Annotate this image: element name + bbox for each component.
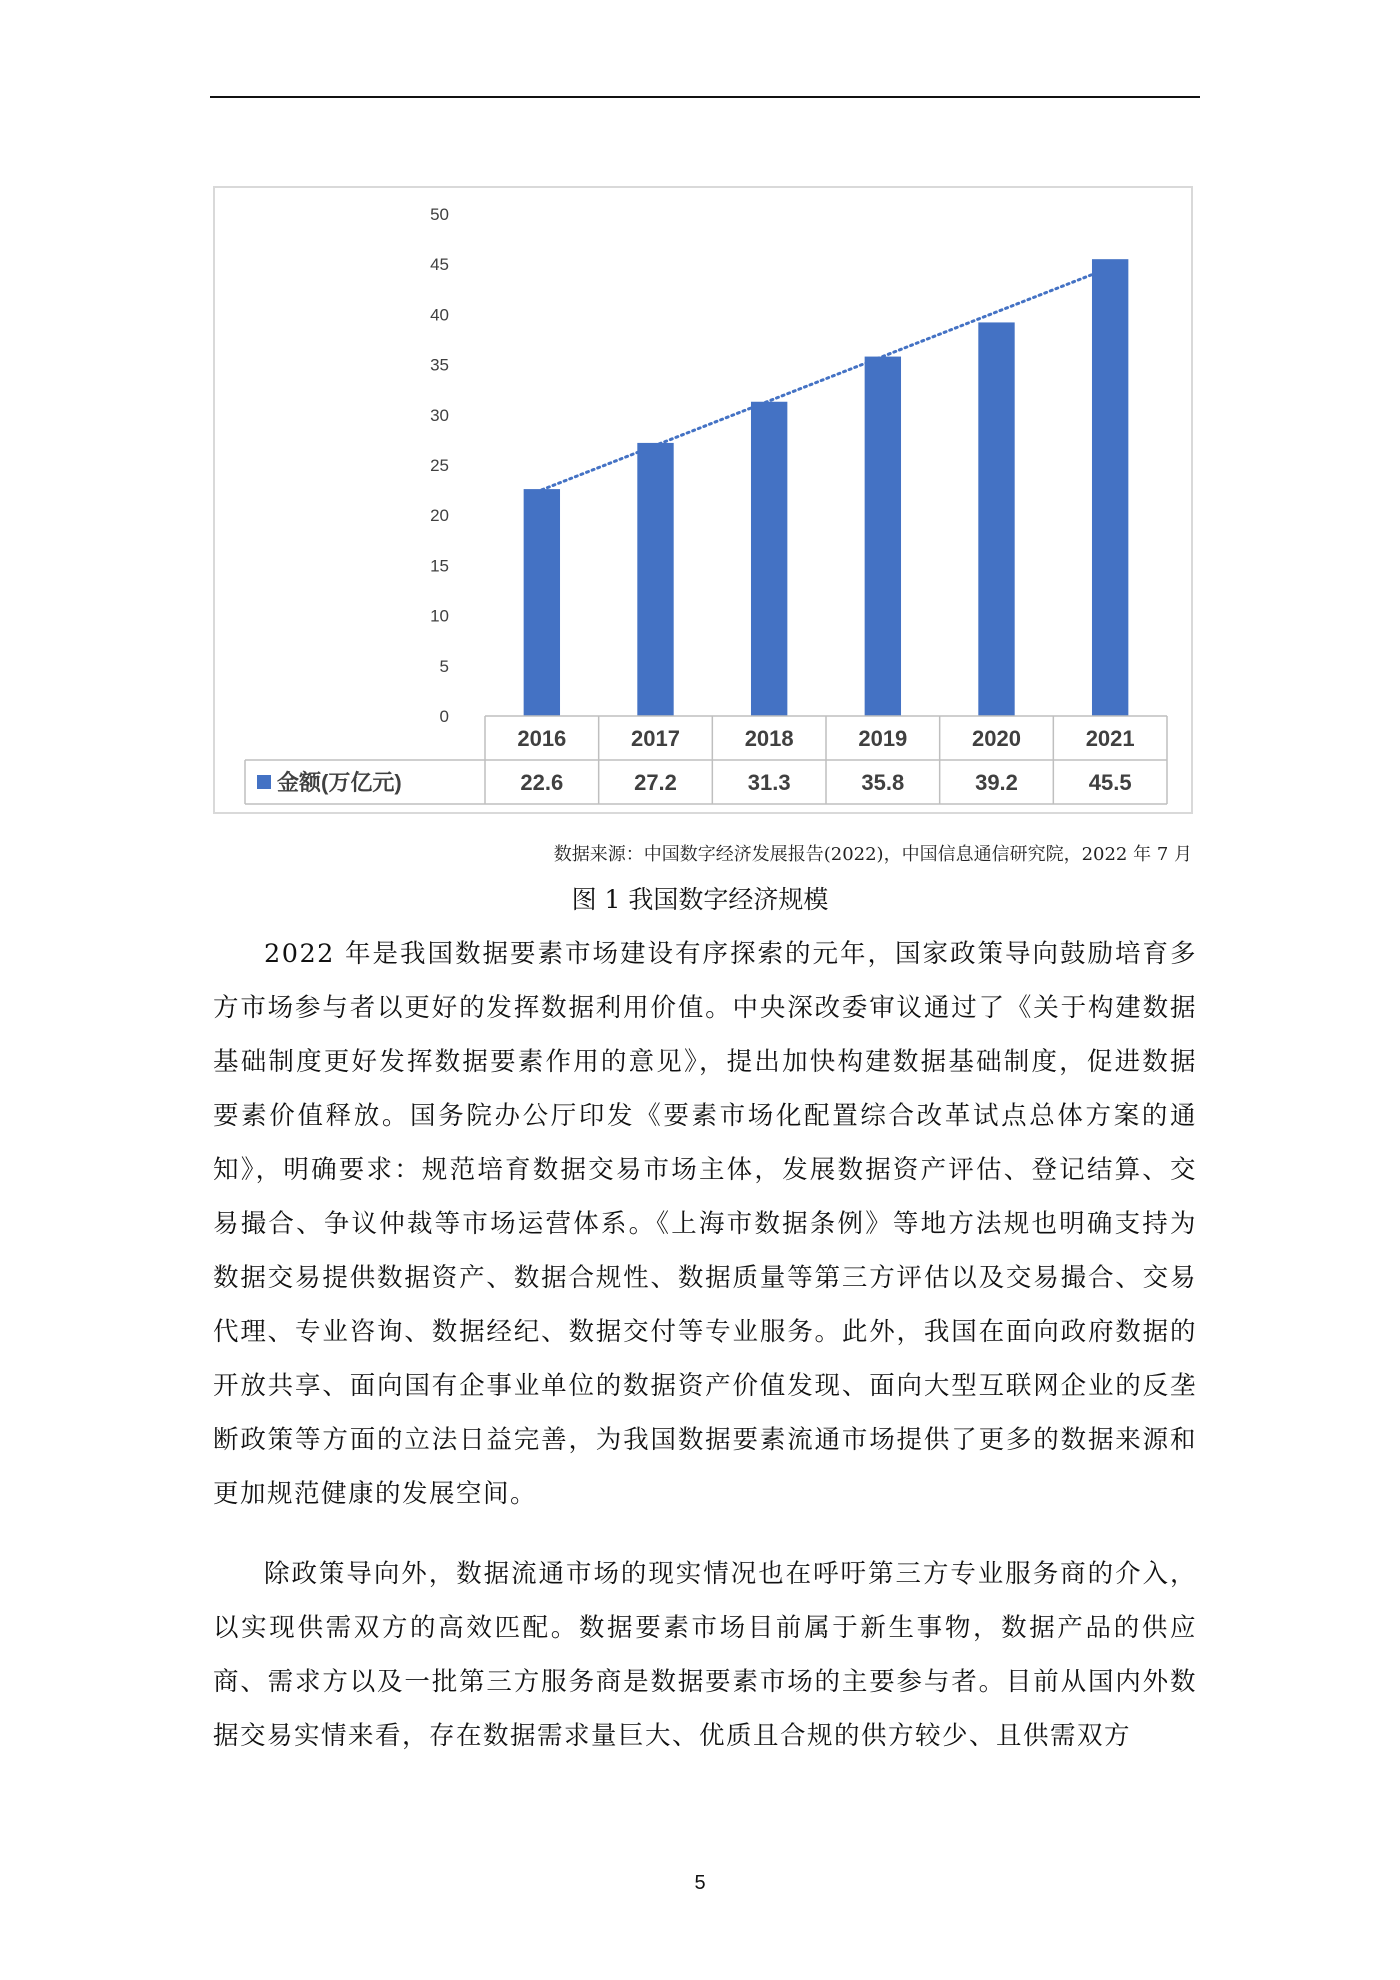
bar [1092,259,1128,716]
category-label: 2020 [972,726,1021,751]
bar [865,357,901,716]
figure-source-note: 数据来源：中国数字经济发展报告(2022)，中国信息通信研究院，2022 年 7 月 [553,844,1192,865]
data-value-label: 31.3 [747,770,791,795]
y-tick-label: 35 [430,355,449,375]
body-paragraph-1-block [213,927,1197,1521]
data-value-label: 22.6 [520,770,564,795]
category-label: 2016 [517,726,567,751]
y-tick-label: 50 [430,205,449,224]
data-value-label: 35.8 [861,770,905,795]
trendline [542,267,1110,489]
data-value-label: 45.5 [1088,770,1132,795]
body-paragraph-2-block [213,1547,1197,1763]
y-tick-label: 20 [430,506,449,526]
y-tick-label: 25 [430,456,449,475]
category-label: 2019 [858,726,908,751]
data-value-label: 39.2 [975,770,1018,795]
y-tick-label: 5 [439,656,449,676]
bar-chart [215,188,1191,812]
y-tick-label: 15 [430,556,449,576]
category-label: 2017 [631,726,680,751]
legend-series-name: 金额(万亿元) [277,770,402,795]
header-rule [210,96,1200,98]
y-tick-label: 10 [430,606,449,626]
legend-swatch [257,775,271,789]
figure-caption: 图 1 我国数字经济规模 [571,885,829,914]
chart-frame [213,186,1193,814]
data-value-label: 27.2 [634,770,677,795]
y-tick-label: 40 [430,305,449,325]
bar [524,489,560,716]
body-paragraph: 2022 年是我国数据要素市场建设有序探索的元年，国家政策导向鼓励培育多方市场参与者以更好的发挥数据利用价值。中央深改委审议通过了《关于构建数据基础制度更好发挥数据要素作用的意见》，提出加快构建数据基础制度，促进数据要素价值释放。国务院办公厅印发《要素市场化配置综合改革试点总体方案的通知》，明确要求：规范培育数据交易市场主体，发展数据资产评估、登记结算、交易撮合、争议仲裁等市场运营体系。《上海市数据条例》等地方法规也明确支持为数据交易提供数据资产、数据合规性、数据质量等第三方评估以及交易撮合、交易代理、专业咨询、数据经纪、数据交付等专业服务。此外，我国在面向政府数据的开放共享、面向国有企事业单位的数据资产价值发现、面向大型互联网企业的反垄断政策等方面的立法日益完善，为我国数据要素流通市场提供了更多的数据来源和更加规范健康的发展空间。 [213,939,1197,1509]
bar [978,322,1014,716]
page-number: 5 [694,1872,706,1894]
y-tick-label: 45 [430,255,449,275]
y-tick-label: 30 [430,405,449,425]
category-label: 2018 [744,726,794,751]
category-label: 2021 [1085,726,1135,751]
body-paragraph: 除政策导向外，数据流通市场的现实情况也在呼吁第三方专业服务商的介入，以实现供需双方的高效匹配。数据要素市场目前属于新生事物，数据产品的供应商、需求方以及一批第三方服务商是数据要素市场的主要参与者。目前从国内外数据交易实情来看，存在数据需求量巨大、优质且合规的供方较少、且供需双方 [213,1559,1197,1751]
bar [751,402,787,716]
bar [637,443,673,716]
y-tick-label: 0 [439,707,449,726]
